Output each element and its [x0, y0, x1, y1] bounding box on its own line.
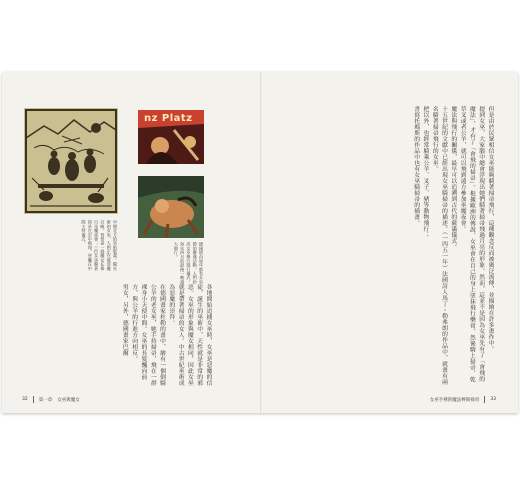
- witch-figure-photo-icon: [138, 176, 204, 238]
- left-page-body-text: 各地開始追捕女巫時，女巫是惡魔的信徒，誕生的巫術中，天性就是非常的邪惡。女巫的形象與魔女相同，因此女巫就是帶著掃帚的女人。中古世紀巫術成為惡魔的崇拜。 在德國畫家杜勒的畫中，繪有一個倒騎公羊的老女巫，她手持掃帚，飛在一群裸身小天使中間。女巫的長髮飄向前方，與公羊的行進方向相反。 男女，另外，德國畫家巴爾: [121, 284, 211, 386]
- right-page-folio: [430, 396, 496, 403]
- photo-sign-text: nz Platz: [144, 113, 193, 124]
- folio-separator: [484, 396, 485, 403]
- right-page-running-title: 女巫手裡的魔法棒與掃帚: [429, 397, 480, 403]
- book-gutter: [260, 72, 262, 413]
- woodcut-illustration: [24, 108, 118, 214]
- left-page-number: 32: [22, 397, 28, 402]
- book-spread: [2, 72, 518, 413]
- woodcut-image-icon: [24, 108, 118, 214]
- left-page-chapter: 第一章: [38, 397, 53, 403]
- left-page-running-title: 女巫與魔女: [57, 397, 80, 403]
- folio-separator: [33, 396, 34, 403]
- right-page-body-text: 但是由於民眾相信女巫能夠騎著掃帚飛行，這種觀念反而被廣泛流傳，並描繪在許多畫作中。 提到女巫，大家腦中總會浮現出她們騎著掃帚飛過月亮的形象。然而，這並不是因為女巫先有了「會飛的魔法」，才有了「會飛的掃帚」。根據歐洲的傳說，女巫會在自己的身上塗抹飛行藥膏，然後騎上掃帚、乾草叉或者公羊，就可以飛到遠方參加巫魔夜會。 魔法與飛行的關係，最早可以追溯到古代的薩滿儀式。 十五世紀的文獻中已經出現女巫騎掃帚的描述。（一四五一年）法國詩人馬丁・勒弗朗的作品中，就畫有兩名騎著掃帚飛行的女巫。 把以外，也經常騎乘公羊、叉子、豬等動物飛行； 書寫托瑪斯的作品中也有女巫騎掃帚的插畫。: [412, 106, 493, 386]
- witch-figure-photo-bottom: [138, 176, 204, 238]
- photo-caption: 德國境內每年都有女巫節的慶典活動，人們扮成女巫舉行遊行儀式，每年四月的最後一晚盛大舉行。: [173, 242, 204, 284]
- witch-festival-photo-top: [138, 110, 204, 164]
- left-page-folio: [22, 396, 80, 403]
- woodcut-caption: 早期北方的巫術版畫。騎巫術的女巫、人們正在被惡魔召喚，背景是一群魔女在舉行巫魔夜會；三位女巫騎著掃帚在空中飛翔，惡魔在中間主持儀式。: [81, 220, 118, 271]
- right-page-number: 33: [490, 397, 496, 402]
